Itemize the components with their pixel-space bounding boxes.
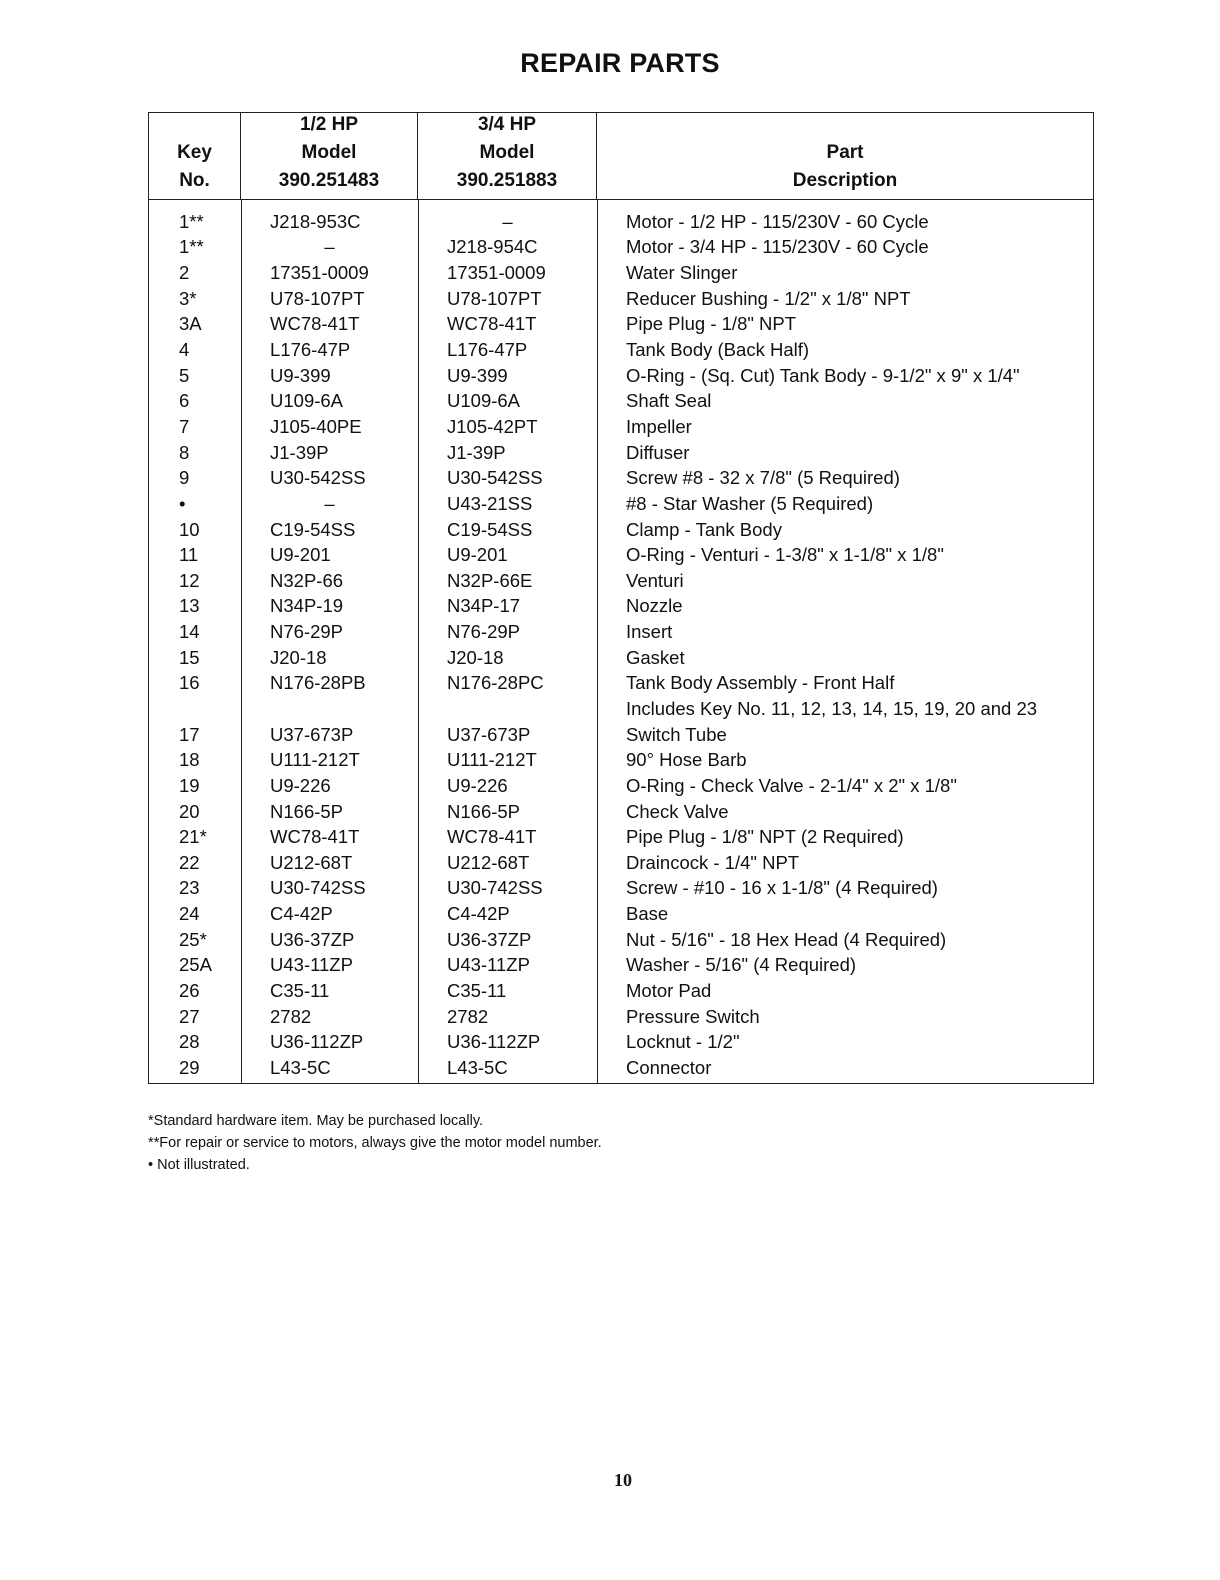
cell-model-b: U36-37ZP [447,928,532,950]
table-row [149,1004,1093,1030]
cell-model-b: J20-18 [447,646,504,668]
cell-description: Impeller [626,415,692,437]
cell-key-no: 15 [179,646,200,668]
cell-model-b: U43-11ZP [447,954,530,976]
cell-model-a: U9-201 [270,544,331,566]
cell-description: O-Ring - (Sq. Cut) Tank Body - 9-1/2" x 9" x 1/4" [626,364,1020,386]
cell-key-no: 11 [179,544,199,566]
cell-key-no: 27 [179,1005,200,1027]
header-model-three-quarter-hp [418,113,597,199]
table-row [149,1055,1093,1081]
table-row [149,799,1093,825]
cell-model-b: WC78-41T [447,313,537,335]
table-body [149,200,1093,1083]
cell-key-no: 29 [179,1056,200,1078]
cell-key-no: 2 [179,262,190,284]
cell-model-b: U36-112ZP [447,1031,541,1053]
cell-description: #8 - Star Washer (5 Required) [626,492,874,514]
header-key-no [149,113,241,199]
table-row [149,747,1093,773]
cell-model-a: WC78-41T [270,313,360,335]
cell-description: Pressure Switch [626,1005,760,1027]
cell-key-no: 12 [179,569,200,591]
column-divider [597,200,598,1083]
cell-model-a: – [324,492,335,514]
cell-description: Venturi [626,569,684,591]
table-row [149,337,1093,363]
cell-key-no: 19 [179,774,200,796]
cell-description: Diffuser [626,441,690,463]
cell-model-b: N76-29P [447,621,521,643]
cell-description: Screw - #10 - 16 x 1-1/8" (4 Required) [626,877,938,899]
footnote-motor-service: **For repair or service to motors, always give the motor model number. [148,1135,602,1151]
header-model-b-line: 390.251883 [456,170,558,191]
table-row [149,465,1093,491]
cell-model-b: U111-212T [447,749,537,771]
cell-model-b: U9-226 [447,774,508,796]
cell-model-a: U111-212T [270,749,360,771]
cell-key-no: 22 [179,851,200,873]
cell-model-a: WC78-41T [270,826,360,848]
footnote-not-illustrated: • Not illustrated. [148,1157,250,1173]
cell-description: Connector [626,1056,712,1078]
cell-description: O-Ring - Venturi - 1-3/8" x 1-1/8" x 1/8" [626,544,944,566]
cell-description: O-Ring - Check Valve - 2-1/4" x 2" x 1/8" [626,774,957,796]
cell-description: 90° Hose Barb [626,749,747,771]
cell-model-b: N166-5P [447,800,521,822]
cell-model-a: J20-18 [270,646,327,668]
table-row [149,953,1093,979]
cell-model-a: C35-11 [270,980,330,1002]
cell-description: Screw #8 - 32 x 7/8" (5 Required) [626,467,900,489]
cell-description: Shaft Seal [626,390,712,412]
header-key-line: Key [177,142,212,163]
cell-key-no: 7 [179,415,190,437]
cell-description: Pipe Plug - 1/8" NPT [626,313,797,335]
cell-description: Pipe Plug - 1/8" NPT (2 Required) [626,826,904,848]
table-row [149,1030,1093,1056]
cell-model-a: J105-40PE [270,415,362,437]
cell-description: Motor - 1/2 HP - 115/230V - 60 Cycle [626,210,929,232]
table-row [149,901,1093,927]
column-divider [241,200,242,1083]
cell-key-no: 23 [179,877,200,899]
cell-model-b: U30-742SS [447,877,543,899]
cell-model-a: J218-953C [270,210,361,232]
column-divider [418,200,419,1083]
cell-model-b: C35-11 [447,980,507,1002]
cell-model-b: L43-5C [447,1056,508,1078]
cell-description: Water Slinger [626,262,738,284]
cell-description: Gasket [626,646,685,668]
cell-model-a: U109-6A [270,390,344,412]
cell-model-b: N176-28PC [447,672,544,694]
cell-model-a: L43-5C [270,1056,331,1078]
table-row [149,517,1093,543]
cell-model-b: WC78-41T [447,826,537,848]
table-row [149,619,1093,645]
table-row [149,824,1093,850]
cell-model-a: – [324,236,335,258]
cell-key-no: 1** [179,210,204,232]
cell-description: Tank Body Assembly - Front Half [626,672,895,694]
cell-model-a: U212-68T [270,851,353,873]
cell-description: Draincock - 1/4" NPT [626,851,800,873]
table-row [149,542,1093,568]
cell-model-a: 17351-0009 [270,262,369,284]
cell-model-b: L176-47P [447,339,528,361]
cell-key-no: 25A [179,954,212,976]
table-row [149,209,1093,235]
cell-model-b: U43-21SS [447,492,533,514]
table-row [149,927,1093,953]
cell-key-no: 26 [179,980,200,1002]
cell-model-a: U37-673P [270,723,354,745]
cell-description: Switch Tube [626,723,727,745]
cell-model-a: 2782 [270,1005,312,1027]
cell-model-b: U78-107PT [447,287,542,309]
table-row [149,568,1093,594]
cell-description: Washer - 5/16" (4 Required) [626,954,857,976]
cell-model-a: N166-5P [270,800,344,822]
header-model-a-line: 390.251483 [278,170,380,191]
cell-model-a: U78-107PT [270,287,365,309]
cell-model-b: U109-6A [447,390,521,412]
cell-model-a: N76-29P [270,621,344,643]
cell-key-no: 14 [179,621,200,643]
cell-model-b: J218-954C [447,236,538,258]
header-key-line: No. [179,170,210,191]
table-row [149,696,1093,722]
cell-model-a: U9-399 [270,364,331,386]
cell-description: Reducer Bushing - 1/2" x 1/8" NPT [626,287,911,309]
cell-model-a: U43-11ZP [270,954,353,976]
cell-description: Tank Body (Back Half) [626,339,810,361]
table-row [149,260,1093,286]
cell-key-no: 6 [179,390,190,412]
cell-model-b: C4-42P [447,903,510,925]
cell-description: Motor Pad [626,980,712,1002]
table-row [149,876,1093,902]
cell-key-no: 1** [179,236,204,258]
table-row [149,645,1093,671]
cell-description: Insert [626,621,673,643]
cell-model-a: U36-37ZP [270,928,355,950]
cell-description: Includes Key No. 11, 12, 13, 14, 15, 19, 20 and 23 [626,697,1038,719]
cell-key-no: 17 [179,723,200,745]
cell-model-b: N32P-66E [447,569,533,591]
cell-model-b: C19-54SS [447,518,533,540]
table-row [149,671,1093,697]
table-row [149,312,1093,338]
table-row [149,773,1093,799]
footnotes [148,1110,602,1176]
table-row [149,388,1093,414]
repair-parts-table [148,112,1094,1084]
table-header [149,113,1093,200]
table-row [149,440,1093,466]
cell-model-a: C4-42P [270,903,333,925]
header-model-a-line: Model [301,142,357,163]
cell-model-a: N32P-66 [270,569,344,591]
cell-key-no: 16 [179,672,200,694]
cell-model-b: U212-68T [447,851,530,873]
cell-model-b: U9-399 [447,364,508,386]
header-desc-line: Part [826,142,864,163]
header-part-description [597,113,1093,199]
table-row [149,850,1093,876]
cell-model-a: C19-54SS [270,518,356,540]
table-row [149,363,1093,389]
header-model-b-line: 3/4 HP [477,114,537,135]
cell-key-no: 24 [179,903,200,925]
cell-description: Locknut - 1/2" [626,1031,740,1053]
table-row [149,978,1093,1004]
cell-description: Nut - 5/16" - 18 Hex Head (4 Required) [626,928,947,950]
cell-model-b: U30-542SS [447,467,543,489]
cell-description: Motor - 3/4 HP - 115/230V - 60 Cycle [626,236,929,258]
header-model-half-hp [241,113,418,199]
footnote-standard-hardware: *Standard hardware item. May be purchased locally. [148,1113,484,1129]
cell-model-a: U30-542SS [270,467,366,489]
cell-model-b: 17351-0009 [447,262,546,284]
page-number: 10 [614,1470,632,1490]
header-model-b-line: Model [479,142,535,163]
cell-key-no: 5 [179,364,190,386]
cell-model-b: U37-673P [447,723,531,745]
cell-key-no: 4 [179,339,190,361]
cell-model-a: L176-47P [270,339,351,361]
cell-key-no: 13 [179,595,200,617]
cell-key-no: 21* [179,826,207,848]
cell-key-no: 25* [179,928,207,950]
cell-key-no: 3* [179,287,197,309]
cell-model-b: J1-39P [447,441,506,463]
header-model-a-line: 1/2 HP [299,114,359,135]
cell-model-a: N34P-19 [270,595,344,617]
cell-key-no: 9 [179,467,190,489]
page-title: REPAIR PARTS [520,48,720,78]
table-row [149,286,1093,312]
cell-model-a: J1-39P [270,441,329,463]
cell-key-no: • [179,492,186,514]
header-desc-line: Description [792,170,898,191]
cell-model-a: U9-226 [270,774,331,796]
cell-model-a: U30-742SS [270,877,366,899]
cell-key-no: 18 [179,749,200,771]
cell-model-b: U9-201 [447,544,508,566]
cell-key-no: 10 [179,518,200,540]
cell-description: Nozzle [626,595,683,617]
cell-model-b: N34P-17 [447,595,521,617]
cell-model-b: – [502,210,513,232]
table-row [149,235,1093,261]
table-row [149,722,1093,748]
cell-key-no: 8 [179,441,190,463]
table-row [149,594,1093,620]
cell-key-no: 3A [179,313,202,335]
cell-model-a: U36-112ZP [270,1031,364,1053]
cell-model-b: 2782 [447,1005,489,1027]
table-row [149,491,1093,517]
table-row [149,414,1093,440]
cell-key-no: 28 [179,1031,200,1053]
cell-description: Base [626,903,669,925]
cell-description: Check Valve [626,800,729,822]
cell-key-no: 20 [179,800,200,822]
cell-model-a: N176-28PB [270,672,366,694]
cell-description: Clamp - Tank Body [626,518,782,540]
cell-model-b: J105-42PT [447,415,538,437]
